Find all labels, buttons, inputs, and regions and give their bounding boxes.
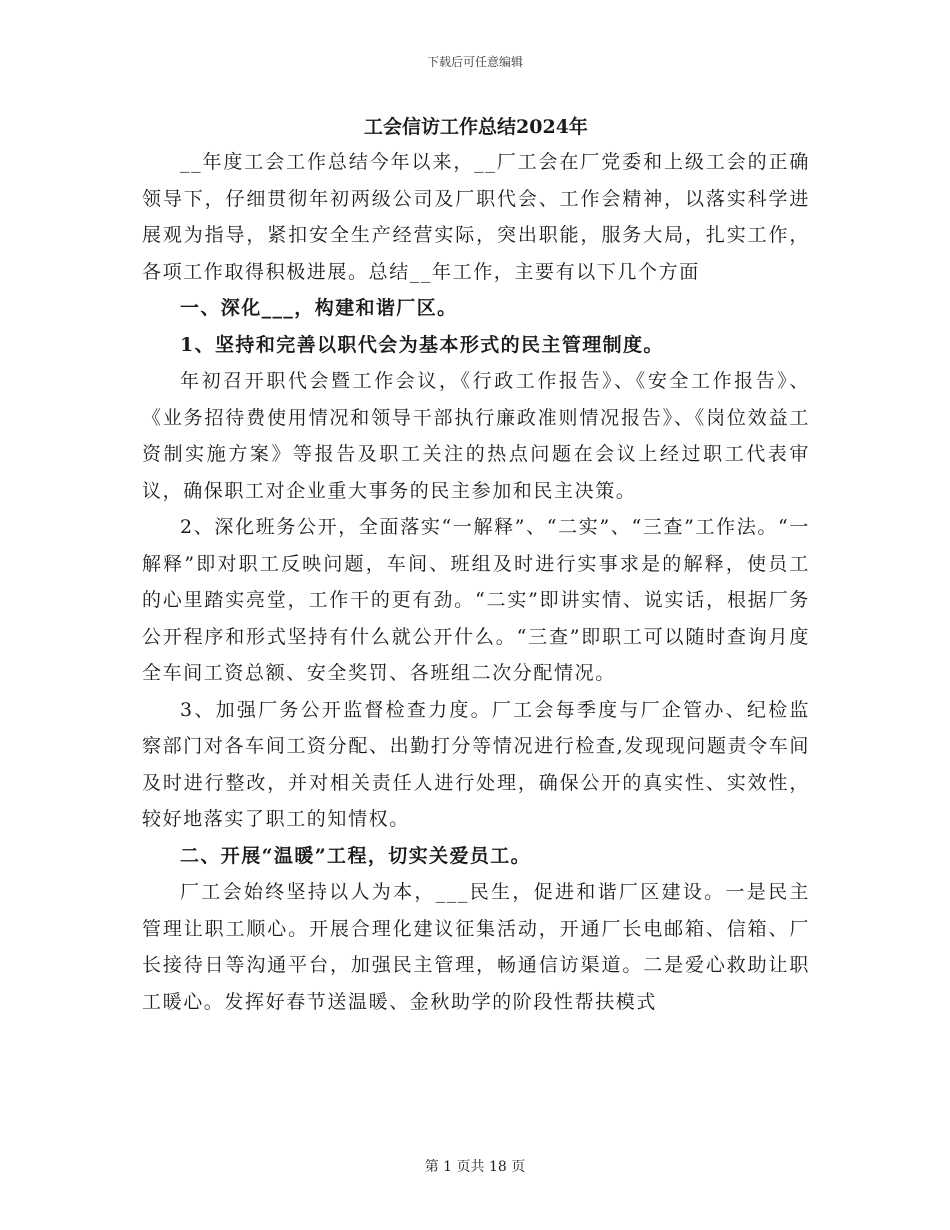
paragraph-2: 2、深化班务公开，全面落实“一解释”、“二实”、“三查”工作法。“一解释”即对职工反映问题，车间、班组及时进行实事求是的解释，使员工的心里踏实亮堂，工作干的更有劲。“二实”即讲实情、说实话，根据厂务公开程序和形式坚持有什么就公开什么。“三查”即职工可以随时查询月度全车间工资总额、安全奖罚、各班组二次分配情况。 — [142, 516, 810, 684]
document-title: 工会信访工作总结2024年 — [364, 116, 588, 138]
paragraph-3: 3、加强厂务公开监督检查力度。厂工会每季度与厂企管办、纪检监察部门对各车间工资分配、出勤打分等情况进行检查,发现现问题责令车间及时进行整改，并对相关责任人进行处理，确保公开的真实性、实效性，较好地落实了职工的知情权。 — [142, 698, 810, 830]
paragraph-1: 年初召开职代会暨工作会议，《行政工作报告》、《安全工作报告》、《业务招待费使用情况和领导干部执行廉政准则情况报告》、《岗位效益工资制实施方案》等报告及职工关注的热点问题在会议上经过职工代表审议，确保职工对企业重大事务的民主参加和民主决策。 — [142, 370, 810, 502]
paragraph-4: 厂工会始终坚持以人为本，___民生，促进和谐厂区建设。一是民主管理让职工顺心。开展合理化建议征集活动，开通厂长电邮箱、信箱、厂长接待日等沟通平台，加强民主管理，畅通信访渠道。二是爱心救助让职工暖心。发挥好春节送温暖、金秋助学的阶段性帮扶模式 — [142, 881, 810, 1013]
intro-paragraph: __年度工会工作总结今年以来，__厂工会在厂党委和上级工会的正确领导下，仔细贯彻年初两级公司及厂职代会、工作会精神，以落实科学进展观为指导，紧扣安全生产经营实际，突出职能，服务大局，扎实工作，各项工作取得积极进展。总结__年工作，主要有以下几个方面 — [142, 151, 810, 283]
section-2-heading: 二、开展“温暖”工程，切实关爱员工。 — [180, 844, 532, 867]
document-body — [142, 110, 810, 1020]
page-number: 第 1 页共 18 页 — [424, 1159, 526, 1175]
page-header-note: 下载后可任意编辑 — [426, 55, 523, 69]
subsection-1-heading: 1、坚持和完善以职代会为基本形式的民主管理制度。 — [180, 333, 664, 356]
section-1-heading: 一、深化___，构建和谐厂区。 — [180, 297, 458, 319]
